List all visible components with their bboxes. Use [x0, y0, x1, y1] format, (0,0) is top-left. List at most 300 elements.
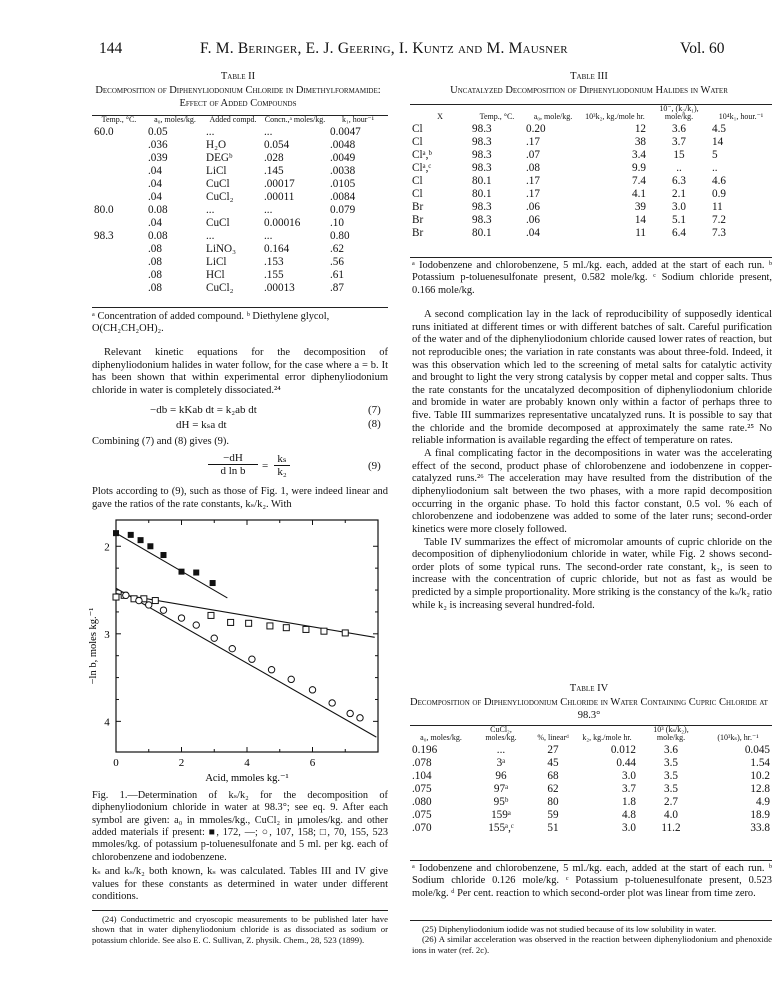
table2-footnote: ᵃ Concentration of added compound. ᵇ Diethylene glycol, O(CH₂CH₂OH)₂.	[92, 311, 330, 335]
footnote-24: (24) Conductimetric and cryoscopic measurements to be published later have shown that in water diphenyliodonium chloride is as dissociated as sodium or potassium chloride. See also E. C. Sullivan, Z. physik. Chem., 28, 523 (1899).	[92, 914, 388, 945]
table-cell: .04	[148, 178, 162, 191]
equation-9-lhs: −dH d ln b	[208, 452, 258, 477]
table-cell: .075	[412, 808, 432, 821]
table-row	[92, 139, 388, 152]
table-cell: .08	[148, 282, 162, 295]
table-cell: 1.54	[750, 756, 770, 769]
table-cell: 4.8	[622, 808, 636, 821]
figure-1-caption: Fig. 1.—Determination of kₛ/k₂ for the decomposition of diphenyliodonium chloride in water at 98.3°; see eq. 9. After each symbol are given: a₀ in mmoles/kg., CuCl₂ in μmoles/kg. and other added materials if present: ■, 172, —; ○, 107, 158; □, 70, 155, 523 mmoles/kg. of potassium p-toluenesulfonate and 5 ml. per kg. each of chlorobenzene and iodobenzene.	[92, 790, 388, 863]
table3-header-cell: 10³k₂, kg./mole hr.	[585, 112, 645, 122]
table-cell: .17	[526, 135, 540, 148]
footnote-25: (25) Diphenyliodonium iodide was not studied because of its low solubility in water.	[422, 924, 717, 934]
table-cell: 80.1	[472, 226, 492, 239]
left-paragraph-2: Plots according to (9), such as those of Fig. 1, were indeed linear and gave the ratios of the rate constants, kₛ/k₂. With	[92, 486, 388, 510]
table-cell: .62	[330, 243, 344, 256]
table2-header-cell: Concn.,ᵃ moles/kg.	[264, 115, 326, 124]
table-cell: .0105	[330, 178, 356, 191]
table-cell: ...	[496, 743, 506, 756]
data-point-open-square	[303, 626, 309, 632]
right-body-text: A second complication lay in the lack of reproducibility of supposedly identical runs initiated at different times or with different batches of salt. Careful purification of the water and of the diphenyliodonium chloride caused lower rates of reaction, but not reproducible ones; the variation in rate constants was about three-fold. Indeed, it was this observation which led to the screening of metal salts for catalytic activity and brought to light the very strong catalysis by copper metal and copper salts. Thus the rate constants for the uncatalyzed decomposition of diphenyliodonium chloride and bromide in water are probably known only within a factor of perhaps three to five. Table III summarizes representative uncatalyzed runs. It is possible to say that the chloride and the bromide decomposed at approximately the same rate.²⁵ No reliable information is available regarding the effect of temperature on rates. A final complicating factor in the decompositions in water was the accelerating effect of the second, product phase of chlorobenzene and iodobenzene in copper-catalyzed runs.²⁶ The acceleration may have resulted from the distribution of the diphenyliodonium salt between the two phases, with a more rapid decomposition occurring in the organic phase. To hold this factor constant, 0.5 vol. % each of chlorobenzene and iodobenzene was added to some of the later runs; second-order kinetics were more closely followed. Table IV summarizes the effect of micromolar amounts of cupric chloride on the decomposition of diphenyliodonium chloride in water, while Fig. 2 shows second-order plots of some typical runs. The second-order rate constant, k₂, is seen to increase with the concentration of cupric chloride, but not as fast as would be predicted by a simple proportionality. More striking is the constancy of the kₛ/k₂ ratio while k₂ is increasing several hundred-fold.	[412, 309, 772, 611]
table-cell: 12.8	[750, 782, 770, 795]
table-cell: Cl	[412, 122, 423, 135]
table3-label: Table III	[570, 71, 608, 82]
table-cell: Clᵃ,ᵇ	[412, 148, 432, 161]
table-cell: Br	[412, 226, 424, 239]
table-cell: 38	[634, 135, 646, 148]
x-tick-label: 0	[113, 757, 119, 769]
table-cell: 12	[634, 122, 646, 135]
table-cell: 0.196	[412, 743, 438, 756]
table-cell	[92, 191, 146, 204]
table4-header-cell: a₀, moles/kg.	[420, 733, 462, 743]
table-cell: .00013	[264, 282, 295, 295]
table-cell: 3ᵃ	[496, 756, 506, 769]
left-paragraph-1: Relevant kinetic equations for the decomposition of diphenyliodonium halides in water follow, for the case where a = b. It has been shown that within experimental error diphenyliodonium chloride in water is completely dissociated.²⁴	[92, 347, 388, 396]
table-cell: .07	[526, 148, 540, 161]
table-cell: .56	[330, 256, 344, 269]
table-row	[410, 809, 772, 822]
table-cell: .06	[526, 213, 540, 226]
data-point-open-circle	[123, 592, 129, 598]
fit-line	[116, 588, 376, 737]
table4-title: Decomposition of Diphenyliodonium Chloride in Water Containing Cupric Chloride at 98.3°	[410, 696, 768, 722]
data-point-open-square	[228, 619, 234, 625]
table-cell: 51	[547, 821, 559, 834]
table-cell: .04	[148, 217, 162, 230]
table2-header-cell: Temp., °C.	[101, 115, 137, 124]
plot-frame	[116, 520, 378, 752]
table3-header-cell: 10⁻, (k₂/k₁), mole/kg.	[659, 104, 699, 122]
table-cell: Cl	[412, 174, 423, 187]
table-cell: 27	[547, 743, 559, 756]
table-cell: 0.9	[712, 187, 726, 200]
table-cell: Clᵃ,ᶜ	[412, 161, 432, 174]
table-cell: ..	[676, 161, 682, 174]
table-cell: Br	[412, 213, 424, 226]
table-row	[410, 188, 772, 201]
table-cell: 98.3	[472, 200, 492, 213]
table-cell: .10	[330, 217, 344, 230]
table-cell: CuCl	[206, 217, 230, 230]
table-cell: 0.05	[148, 126, 168, 139]
table-cell: .08	[148, 256, 162, 269]
table-cell: 4.9	[756, 795, 770, 808]
table-row	[92, 217, 388, 230]
equation-9-equals: =	[262, 460, 269, 472]
table-cell: 6.4	[672, 226, 686, 239]
table4-footnote: ᵃ Iodobenzene and chlorobenzene, 5 ml./kg. each, added at the start of each run. ᵇ Sodium chloride 0.126 mole/kg. ᶜ Potassium p-toluenesulfonate present, 0.523 mole/kg. ᵈ Per cent. reaction to which second-order plot was linear from time zero.	[412, 863, 772, 899]
table-cell: 68	[547, 769, 559, 782]
table-cell: 80	[547, 795, 559, 808]
table3-caption	[404, 70, 774, 97]
table-cell: 5	[712, 148, 718, 161]
table-cell	[92, 282, 146, 295]
table-cell: 3.0	[672, 200, 686, 213]
table-cell: 3.6	[672, 122, 686, 135]
table-cell: .61	[330, 269, 344, 282]
right-footnote-rule	[410, 920, 772, 921]
data-point-open-circle	[309, 687, 315, 693]
table-cell: 33.8	[750, 821, 770, 834]
table-cell: .075	[412, 782, 432, 795]
data-point-open-square	[342, 630, 348, 636]
page-number: 144	[99, 40, 123, 57]
table3-body	[410, 123, 772, 240]
table-cell: .039	[148, 152, 168, 165]
table3-header-cell: X	[437, 112, 443, 122]
table4-header-cell: 10³ (kₛ/k₂), mole/kg.	[653, 725, 689, 743]
table-row	[92, 256, 388, 269]
table-cell: 95ᵇ	[493, 795, 509, 808]
data-point-open-square	[283, 625, 289, 631]
table-cell: LiCl	[206, 165, 227, 178]
table2-header-cell: Added compd.	[209, 115, 257, 124]
data-point-open-circle	[178, 615, 184, 621]
table-row	[410, 757, 772, 770]
table-cell	[92, 139, 146, 152]
table-cell: .153	[264, 256, 284, 269]
table-cell	[92, 165, 146, 178]
table-cell: 18.9	[750, 808, 770, 821]
table-cell: ...	[206, 126, 215, 139]
table-cell: 6.3	[672, 174, 686, 187]
table-cell: .08	[148, 243, 162, 256]
equation-7: −db = kKab dt = k₂ab dt	[150, 404, 257, 416]
table4-header-cell: %, linearᵈ	[537, 733, 569, 743]
table-cell: Cl	[412, 135, 423, 148]
table-cell: .17	[526, 187, 540, 200]
table4	[410, 726, 772, 835]
table-cell: 11	[635, 226, 646, 239]
table-cell: 62	[547, 782, 559, 795]
table-cell: .08	[148, 269, 162, 282]
table-cell: CuCl₂	[206, 191, 234, 204]
x-tick-label: 2	[178, 757, 185, 769]
table-cell: 3.5	[664, 756, 678, 769]
table-cell: .87	[330, 282, 344, 295]
data-point-filled-square	[179, 569, 185, 575]
table-cell: 3.0	[622, 769, 636, 782]
x-tick-label: 6	[309, 757, 316, 769]
data-point-open-circle	[347, 710, 353, 716]
equation-9-number: (9)	[368, 460, 381, 472]
right-footnotes	[412, 924, 772, 955]
table-cell: .036	[148, 139, 168, 152]
table-cell: 0.045	[744, 743, 770, 756]
left-bottom-text: kₛ and kₛ/k₂ both known, kₛ was calculated. Tables III and IV give values for these constants as determined in water under different conditions.	[92, 866, 388, 903]
table3-header-cell: a₀, mole/kg.	[533, 112, 573, 122]
table-cell: 39	[634, 200, 646, 213]
table-cell: 2.1	[672, 187, 686, 200]
table-row	[410, 796, 772, 809]
table-cell: LiCl	[206, 256, 227, 269]
table-cell: .17	[526, 174, 540, 187]
table-cell: ...	[264, 204, 273, 217]
table-cell: 98.3	[472, 148, 492, 161]
data-point-filled-square	[113, 530, 119, 536]
table-cell: CuCl	[206, 178, 230, 191]
equation-9-rhs: kₛ k₂	[274, 452, 290, 478]
table-cell: ...	[206, 204, 215, 217]
table2-header-cell: a₀, moles/kg.	[154, 115, 196, 124]
table-cell: 3.4	[632, 148, 646, 161]
data-point-filled-square	[193, 570, 199, 576]
table-row	[92, 165, 388, 178]
table-row	[92, 230, 388, 243]
table2-bottom-rule	[92, 307, 388, 308]
table2-label: Table II	[220, 71, 256, 82]
table-row	[92, 269, 388, 282]
equation-8-number: (8)	[368, 418, 381, 430]
table-cell: CuCl₂	[206, 282, 234, 295]
table2-header-cell: k₁, hour⁻¹	[341, 115, 375, 124]
table-cell: ..	[712, 161, 718, 174]
table-cell: 0.054	[264, 139, 290, 152]
table-cell: .080	[412, 795, 432, 808]
table-row	[410, 227, 772, 240]
table-cell: 14	[634, 213, 646, 226]
table-cell: HCl	[206, 269, 225, 282]
table-cell: 15	[673, 148, 685, 161]
table-cell: 10.2	[750, 769, 770, 782]
figure-1-plot	[88, 514, 388, 794]
table-cell: 4.6	[712, 174, 726, 187]
volume-number: Vol. 60	[680, 40, 725, 57]
table-cell: 0.012	[610, 743, 636, 756]
data-point-filled-square	[138, 537, 144, 543]
table-cell: H₂O	[206, 139, 227, 152]
table-cell: 3.5	[664, 769, 678, 782]
table-cell	[92, 269, 146, 282]
table3-title: Uncatalyzed Decomposition of Diphenyliodonium Halides in Water	[450, 84, 728, 96]
table-cell: DEGᵇ	[206, 152, 233, 165]
table-cell: 0.20	[526, 122, 546, 135]
table-cell: 4.0	[664, 808, 678, 821]
table-cell: .0084	[330, 191, 356, 204]
table-row	[410, 149, 772, 162]
data-point-filled-square	[147, 543, 153, 549]
table3-header-cell: Temp., °C.	[479, 112, 515, 122]
table-cell: ...	[264, 230, 273, 243]
table-row	[92, 282, 388, 295]
table-cell: 3.5	[664, 782, 678, 795]
data-point-open-circle	[160, 607, 166, 613]
table-cell: 0.00016	[264, 217, 301, 230]
table-cell	[92, 217, 146, 230]
table-cell: .0049	[330, 152, 356, 165]
table-row	[410, 744, 772, 757]
table-cell: 0.08	[148, 230, 168, 243]
table-cell: 9.9	[632, 161, 646, 174]
data-point-open-square	[267, 623, 273, 629]
table3-footnote: ᵃ Iodobenzene and chlorobenzene, 5 ml./kg. each, added at the start of each run. ᵇ Potassium p-toluenesulfonate present, 0.582 mole/kg. ᶜ Sodium chloride present, 0.166 mole/kg.	[412, 260, 772, 296]
data-point-filled-square	[160, 552, 166, 558]
table2-title: Decomposition of Diphenyliodonium Chloride in Dimethylformamide: Effect of Added Compounds	[95, 84, 381, 110]
table-cell: 98.3	[472, 213, 492, 226]
table-cell: 11	[712, 200, 723, 213]
table4-header-cell: CuCl₂, moles/kg.	[485, 725, 517, 743]
table-cell: 0.164	[264, 243, 290, 256]
table-cell: .00017	[264, 178, 295, 191]
table-cell: 80.0	[94, 204, 114, 217]
table-cell: .078	[412, 756, 432, 769]
data-point-open-circle	[136, 597, 142, 603]
table-cell: 2.7	[664, 795, 678, 808]
table2	[92, 116, 388, 295]
data-point-open-square	[208, 612, 214, 618]
table-cell: .104	[412, 769, 432, 782]
data-point-open-circle	[288, 676, 294, 682]
table-row	[410, 123, 772, 136]
table-cell: 155ᵃ,ᶜ	[488, 821, 514, 834]
table-row	[410, 783, 772, 796]
table-cell	[92, 256, 146, 269]
x-tick-label: 4	[244, 757, 250, 769]
data-point-open-circle	[357, 715, 363, 721]
table4-header-cell: (10³kₛ), hr.⁻¹	[717, 733, 759, 743]
data-point-open-circle	[229, 645, 235, 651]
table-row	[92, 152, 388, 165]
table-cell: .145	[264, 165, 284, 178]
table-cell: 0.44	[616, 756, 636, 769]
table-cell	[92, 152, 146, 165]
table-cell: 59	[547, 808, 559, 821]
table-cell: 45	[547, 756, 559, 769]
table-row	[410, 175, 772, 188]
table-row	[410, 214, 772, 227]
table-cell: 159ᵃ	[491, 808, 511, 821]
table2-caption	[88, 70, 388, 111]
data-point-open-circle	[146, 602, 152, 608]
data-point-open-circle	[211, 635, 217, 641]
table-row	[410, 822, 772, 835]
data-point-open-circle	[329, 700, 335, 706]
data-point-open-circle	[249, 656, 255, 662]
table-cell: 80.1	[472, 187, 492, 200]
table3-bottom-rule	[410, 257, 772, 258]
data-point-open-square	[152, 598, 158, 604]
table4-label: Table IV	[569, 683, 609, 694]
table4-body	[410, 744, 772, 835]
table-row	[410, 201, 772, 214]
table-cell: 96	[495, 769, 507, 782]
table-cell: 7.4	[632, 174, 646, 187]
table-cell: 0.08	[148, 204, 168, 217]
table-cell: .0038	[330, 165, 356, 178]
table-cell: 98.3	[472, 122, 492, 135]
table-cell: ...	[264, 126, 273, 139]
table-cell: 0.80	[330, 230, 350, 243]
y-tick-label: 4	[104, 716, 110, 729]
y-axis-label: −ln b, moles kg.⁻¹	[88, 607, 99, 685]
table-cell: 0.079	[330, 204, 356, 217]
table-row	[92, 126, 388, 139]
y-tick-label: 3	[104, 628, 110, 641]
table3-header-cell: 10⁴k₁, hour.⁻¹	[718, 112, 764, 122]
table-cell: 11.2	[661, 821, 681, 834]
table-cell: .070	[412, 821, 432, 834]
table-cell: 60.0	[94, 126, 114, 139]
table-cell: 5.1	[672, 213, 686, 226]
table-cell: 98.3	[94, 230, 114, 243]
equation-7-number: (7)	[368, 404, 381, 416]
table-cell: .028	[264, 152, 284, 165]
table-cell: 3.0	[622, 821, 636, 834]
table-cell: 7.3	[712, 226, 726, 239]
data-point-open-circle	[268, 667, 274, 673]
table-row	[410, 162, 772, 175]
table4-header-row	[410, 726, 772, 744]
data-point-open-square	[246, 620, 252, 626]
table-row	[410, 770, 772, 783]
table2-header-row	[92, 116, 388, 126]
table-cell: .0048	[330, 139, 356, 152]
table-row	[92, 178, 388, 191]
table-cell	[92, 243, 146, 256]
table-cell: Cl	[412, 187, 423, 200]
table-cell: .04	[526, 226, 540, 239]
table-cell: .00011	[264, 191, 295, 204]
table4-bottom-rule	[410, 860, 772, 861]
y-tick-label: 2	[104, 541, 110, 554]
left-footnote-rule	[92, 910, 388, 911]
table-cell: ...	[206, 230, 215, 243]
table-cell: .06	[526, 200, 540, 213]
table3-header-row	[410, 105, 772, 123]
data-point-filled-square	[210, 580, 216, 586]
table-cell: 4.5	[712, 122, 726, 135]
x-axis-label: Acid, mmoles kg.⁻¹	[205, 773, 289, 784]
running-head-authors: F. M. Beringer, E. J. Geering, I. Kuntz and M. Mausner	[200, 40, 568, 57]
table-cell	[92, 178, 146, 191]
table-row	[410, 136, 772, 149]
table2-body	[92, 126, 388, 295]
table-cell: 3.7	[622, 782, 636, 795]
table-cell: 3.6	[664, 743, 678, 756]
table-row	[92, 191, 388, 204]
table-cell: .04	[148, 165, 162, 178]
equation-8: dH = kₛa dt	[176, 419, 227, 431]
table-cell: 7.2	[712, 213, 726, 226]
table-cell: .04	[148, 191, 162, 204]
table4-header-cell: k₂, kg./mole hr.	[582, 733, 632, 743]
data-point-open-square	[321, 628, 327, 634]
table-cell: 98.3	[472, 135, 492, 148]
table-cell: 3.7	[672, 135, 686, 148]
fit-line	[116, 533, 227, 598]
table-cell: 98.3	[472, 161, 492, 174]
table-cell: 4.1	[632, 187, 646, 200]
data-point-filled-square	[128, 532, 134, 538]
table4-caption	[404, 682, 774, 723]
table-cell: .08	[526, 161, 540, 174]
footnote-26: (26) A similar acceleration was observed in the reaction between diphenyliodonium and phenoxide ions in water (ref. 2c).	[412, 934, 772, 955]
table-row	[92, 243, 388, 256]
table-cell: 1.8	[622, 795, 636, 808]
table-cell: .155	[264, 269, 284, 282]
data-point-open-circle	[193, 622, 199, 628]
table-cell: LiNO₃	[206, 243, 237, 256]
table-cell: 80.1	[472, 174, 492, 187]
table-cell: 14	[712, 135, 724, 148]
table-row	[92, 204, 388, 217]
table-cell: 97ᵃ	[493, 782, 509, 795]
table-cell: Br	[412, 200, 424, 213]
table3	[410, 105, 772, 240]
combining-text: Combining (7) and (8) gives (9).	[92, 436, 230, 447]
data-point-open-square	[113, 594, 119, 600]
table-cell: 0.0047	[330, 126, 361, 139]
